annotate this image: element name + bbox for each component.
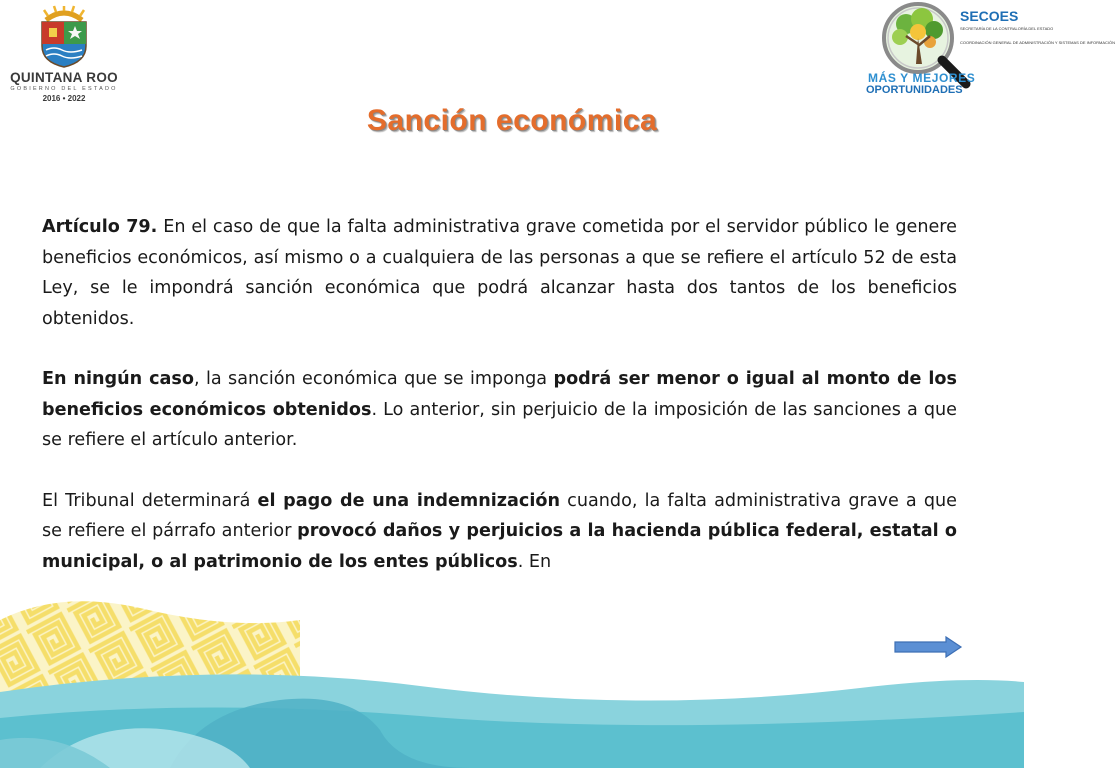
bold-phrase: En ningún caso <box>42 369 194 389</box>
quintana-roo-subtitle: GOBIERNO DEL ESTADO <box>10 86 118 92</box>
secoes-logo <box>856 0 1115 106</box>
secoes-tagline-1: MÁS Y MEJORES <box>868 71 976 85</box>
article-label: Artículo 79. <box>42 217 158 237</box>
paragraph-text: El Tribunal determinará <box>42 490 258 511</box>
right-arrow-icon[interactable] <box>894 636 962 658</box>
paragraph-text: . Lo anterior, sin perjuicio de la imposición de las sanciones a que se refiere el artículo anterior. <box>42 399 957 450</box>
secoes-tagline-2: OPORTUNIDADES <box>866 84 963 96</box>
bold-phrase: provocó daños y perjuicios a la hacienda pública federal, estatal o municipal, o al patrimonio de los entes públicos <box>42 521 957 572</box>
secoes-title: SECOES <box>960 8 1019 24</box>
quintana-roo-logo <box>8 2 118 104</box>
secoes-subtitle-2: COORDINACIÓN GENERAL DE ADMINISTRACIÓN Y SISTEMAS DE INFORMACIÓN <box>960 40 1115 45</box>
bold-phrase: el pago de una indemnización <box>257 490 560 511</box>
bottom-wave-decoration <box>0 590 1024 768</box>
quintana-roo-years: 2016 • 2022 <box>42 94 86 103</box>
paragraph-article-79 <box>42 212 957 334</box>
secoes-subtitle-1: SECRETARÍA DE LA CONTRALORÍA DEL ESTADO <box>960 26 1054 31</box>
bold-phrase: podrá ser menor o igual al monto de los beneficios económicos obtenidos <box>42 369 957 420</box>
quintana-roo-shield-icon <box>38 6 90 68</box>
paragraph-text: , la sanción económica que se imponga <box>194 369 554 389</box>
quintana-roo-name: QUINTANA ROO <box>10 70 118 85</box>
paragraph-text: En el caso de que la falta administrativa grave cometida por el servidor público le genere beneficios económicos, así mismo o a cualquiera de las personas a que se refiere el artículo 52 de esta Ley, se le impondrá sanción económica que podrá alcanzar hasta dos tantos de los beneficios obtenidos. <box>42 217 957 329</box>
paragraph-tribunal <box>42 486 957 578</box>
slide-title: Sanción económica <box>366 104 658 137</box>
paragraph-text: . En <box>517 551 552 572</box>
slide-body <box>42 212 957 607</box>
paragraph-en-ningun-caso <box>42 364 957 456</box>
paragraph-text: cuando, la falta administrativa grave a que se refiere el párrafo anterior <box>42 490 958 541</box>
